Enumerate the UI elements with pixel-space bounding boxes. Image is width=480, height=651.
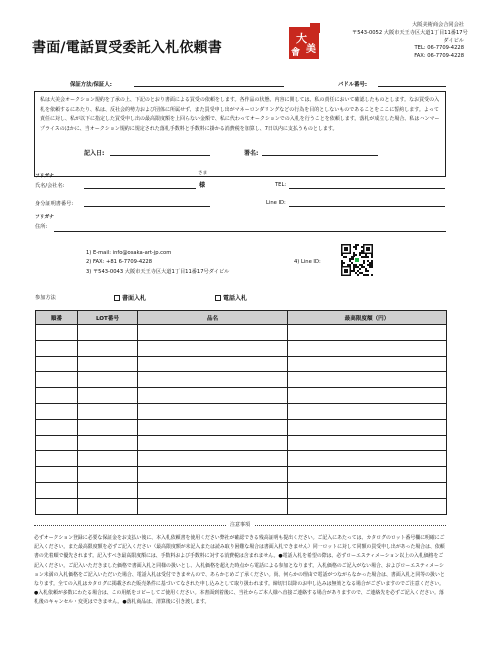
- written-bid-option[interactable]: [114, 293, 146, 302]
- item-name-cell[interactable]: [138, 451, 288, 467]
- company-address: 〒543-0052 大阪市天王寺区大道1丁目11番17号: [352, 29, 468, 36]
- entry-date-label: 記入日:: [84, 150, 105, 157]
- col-max-bid: 最高限度額（円）: [288, 311, 447, 325]
- max-bid-cell[interactable]: [288, 451, 447, 467]
- lot-cell[interactable]: [78, 340, 138, 356]
- paddle-field[interactable]: [378, 86, 446, 87]
- order-cell[interactable]: [36, 325, 78, 341]
- max-bid-cell[interactable]: [288, 419, 447, 435]
- table-row: [36, 340, 447, 356]
- lot-cell[interactable]: [78, 467, 138, 483]
- max-bid-cell[interactable]: [288, 388, 447, 404]
- written-bid-checkbox[interactable]: [114, 295, 120, 301]
- max-bid-cell[interactable]: [288, 403, 447, 419]
- max-bid-cell[interactable]: [288, 356, 447, 372]
- tel-field[interactable]: [289, 188, 445, 189]
- guarantee-field[interactable]: [134, 86, 284, 87]
- lot-cell[interactable]: [78, 482, 138, 498]
- furigana-address-label: フリガナ: [35, 215, 54, 220]
- line-qr-code: [341, 244, 373, 276]
- participation-label: 参加方法: [35, 295, 56, 301]
- item-name-cell[interactable]: [138, 356, 288, 372]
- item-name-cell[interactable]: [138, 435, 288, 451]
- item-name-cell[interactable]: [138, 325, 288, 341]
- item-name-cell[interactable]: [138, 419, 288, 435]
- item-name-cell[interactable]: [138, 372, 288, 388]
- svg-text:美: 美: [306, 44, 316, 55]
- max-bid-cell[interactable]: [288, 467, 447, 483]
- address-field[interactable]: [54, 231, 446, 232]
- order-cell[interactable]: [36, 388, 78, 404]
- contact-address: 3) 〒543-0043 大阪市天王寺区大道1丁目11番17号ダイビル: [86, 269, 230, 275]
- order-cell[interactable]: [36, 372, 78, 388]
- max-bid-cell[interactable]: [288, 325, 447, 341]
- notes-title-wrap: [0, 521, 480, 528]
- table-row: [36, 467, 447, 483]
- name-label: 氏名/会社名:: [35, 183, 65, 189]
- notes-text: 必ずオークション登録に必要な保証金をお支払い後に、本入札依頼書を使用ください弊社が確認できる残高証明も提出ください。ご記入にあたっては、カタログのロット番号欄に明確にご記入ください。また最高限度額を必ずご記入ください（最高限度額が未記入または読み取り困難な場合は書面入札できません）同一ロットに対して同額の買受申し出があった場合は、依頼書の先着順で優先されます。記入すべき最高限度額には、手数料および手数料に対する消費税は含まれません。●電話入札を希望の際は、必ずローエスティメーション以上の入札価格をご記入ください。ご記入いただきました価格で書面入札と同様の扱いとし、入札価格を超えた時点から電話による参加となります。入札価格のご記入がない場合、およびローエスティメーション未満の入札価格をご記入いただいた場合、電話入札は受付できませんので、あらかじめご了承ください。尚、何らかの理由で電話がつながらなかった場合は、書面入札と同等の扱いとなります。全ての入札はカタログに掲載された販売条件に基づいてなされた申し込みとして取り扱われます。締切日以降のお申し込みは無効となる場合がございますのでご注意ください。●入札依頼が多数にわたる場合は、この用紙をコピーしてご使用ください。本書面到着後に、当社からご本人様へ直接ご連絡する場合がありますので、ご連絡先を必ずご記入ください。落札後のキャンセル・変更はできません。●落札商品は、清算後に引き渡します。: [34, 535, 445, 606]
- table-row: [36, 451, 447, 467]
- table-row: [36, 356, 447, 372]
- lot-cell[interactable]: [78, 388, 138, 404]
- col-lot: LOT番号: [78, 311, 138, 325]
- order-cell[interactable]: [36, 419, 78, 435]
- svg-text:大: 大: [296, 32, 307, 45]
- tel-label: TEL:: [275, 182, 287, 188]
- company-name: 大阪美術商会合同会社: [412, 22, 464, 28]
- contact-fax: 2) FAX: +81 6-7709-4228: [86, 259, 153, 265]
- max-bid-cell[interactable]: [288, 435, 447, 451]
- company-building: ダイビル: [443, 37, 464, 44]
- bid-table: [35, 310, 447, 515]
- order-cell[interactable]: [36, 498, 78, 514]
- table-row: [36, 325, 447, 341]
- order-cell[interactable]: [36, 451, 78, 467]
- entry-date-field[interactable]: [110, 155, 210, 156]
- order-cell[interactable]: [36, 356, 78, 372]
- contact-line-id: 4) Line ID:: [294, 259, 321, 265]
- furigana-label: フリガナ: [35, 174, 54, 179]
- company-info: [352, 22, 468, 61]
- terms-text: 私は大美会オークション規約を了承の上、下記のとおり書面による買受の依頼をします。各作品の状態、内容に関しては、私の責任において確認したものとします。なお買受の入札を依頼するにあたり、私は、反社会的勢力および団体に所属せず、また買受申し出がマネーロンダリングなどの行為を目的としないものであることをここに誓約します。よって責任に対し、私が以下に指定した買受申し出の最高限度額を上回らない金額で、私に代わってオークションでの入札を行うことを依頼します。落札が成立した場合、私はハンマープライスのほかに、当オークション規約に規定された落札手数料と手数料に掛かる消費税を加算し、7日以内に支払うものとします。: [40, 97, 440, 132]
- table-row: [36, 403, 447, 419]
- lot-cell[interactable]: [78, 325, 138, 341]
- signature-label: 署名:: [244, 150, 259, 157]
- table-row: [36, 482, 447, 498]
- order-cell[interactable]: [36, 435, 78, 451]
- table-row: [36, 388, 447, 404]
- table-row: [36, 435, 447, 451]
- svg-text:會: 會: [291, 48, 301, 58]
- guarantee-label: 保証方法/保証人:: [70, 82, 112, 88]
- max-bid-cell[interactable]: [288, 482, 447, 498]
- phone-bid-label: 電話入札: [223, 295, 248, 302]
- lot-cell[interactable]: [78, 451, 138, 467]
- line-id-field[interactable]: [289, 206, 445, 207]
- max-bid-cell[interactable]: [288, 372, 447, 388]
- order-cell[interactable]: [36, 482, 78, 498]
- company-tel: TEL: 06-7709-4228: [414, 45, 464, 52]
- id-number-label: 身分証明書番号:: [35, 201, 74, 207]
- item-name-cell[interactable]: [138, 482, 288, 498]
- item-name-cell[interactable]: [138, 467, 288, 483]
- company-logo: [286, 22, 324, 62]
- item-name-cell[interactable]: [138, 388, 288, 404]
- company-fax: FAX: 06-7709-4228: [414, 53, 464, 60]
- order-cell[interactable]: [36, 340, 78, 356]
- max-bid-cell[interactable]: [288, 498, 447, 514]
- address-label: 住所:: [35, 224, 48, 230]
- order-cell[interactable]: [36, 467, 78, 483]
- written-bid-label: 書面入札: [122, 295, 147, 302]
- max-bid-cell[interactable]: [288, 340, 447, 356]
- phone-bid-option[interactable]: [215, 293, 247, 302]
- lot-cell[interactable]: [78, 498, 138, 514]
- item-name-cell[interactable]: [138, 498, 288, 514]
- col-item-name: 品名: [138, 311, 288, 325]
- table-row: [36, 498, 447, 514]
- col-order: 順番: [36, 311, 78, 325]
- table-row: [36, 372, 447, 388]
- name-field[interactable]: [84, 188, 196, 189]
- table-row: [36, 419, 447, 435]
- item-name-cell[interactable]: [138, 340, 288, 356]
- paddle-label: パドル番号:: [338, 82, 368, 88]
- signature-field[interactable]: [262, 155, 378, 156]
- lot-cell[interactable]: [78, 419, 138, 435]
- phone-bid-checkbox[interactable]: [215, 295, 221, 301]
- item-name-cell[interactable]: [138, 403, 288, 419]
- lot-cell[interactable]: [78, 435, 138, 451]
- id-number-field[interactable]: [84, 206, 210, 207]
- order-cell[interactable]: [36, 403, 78, 419]
- bid-table-header: [36, 311, 447, 325]
- notes-title: 注意事項: [226, 522, 254, 528]
- lot-cell[interactable]: [78, 372, 138, 388]
- form-title: 書面/電話買受委託入札依頼書: [32, 40, 222, 56]
- contact-email: 1) E-mail: info@osaka-art-jp.com: [86, 250, 172, 256]
- line-id-label: Line ID:: [266, 200, 286, 206]
- sama-small-label: さま: [198, 171, 208, 176]
- lot-cell[interactable]: [78, 403, 138, 419]
- lot-cell[interactable]: [78, 356, 138, 372]
- sama-label: 様: [199, 182, 206, 189]
